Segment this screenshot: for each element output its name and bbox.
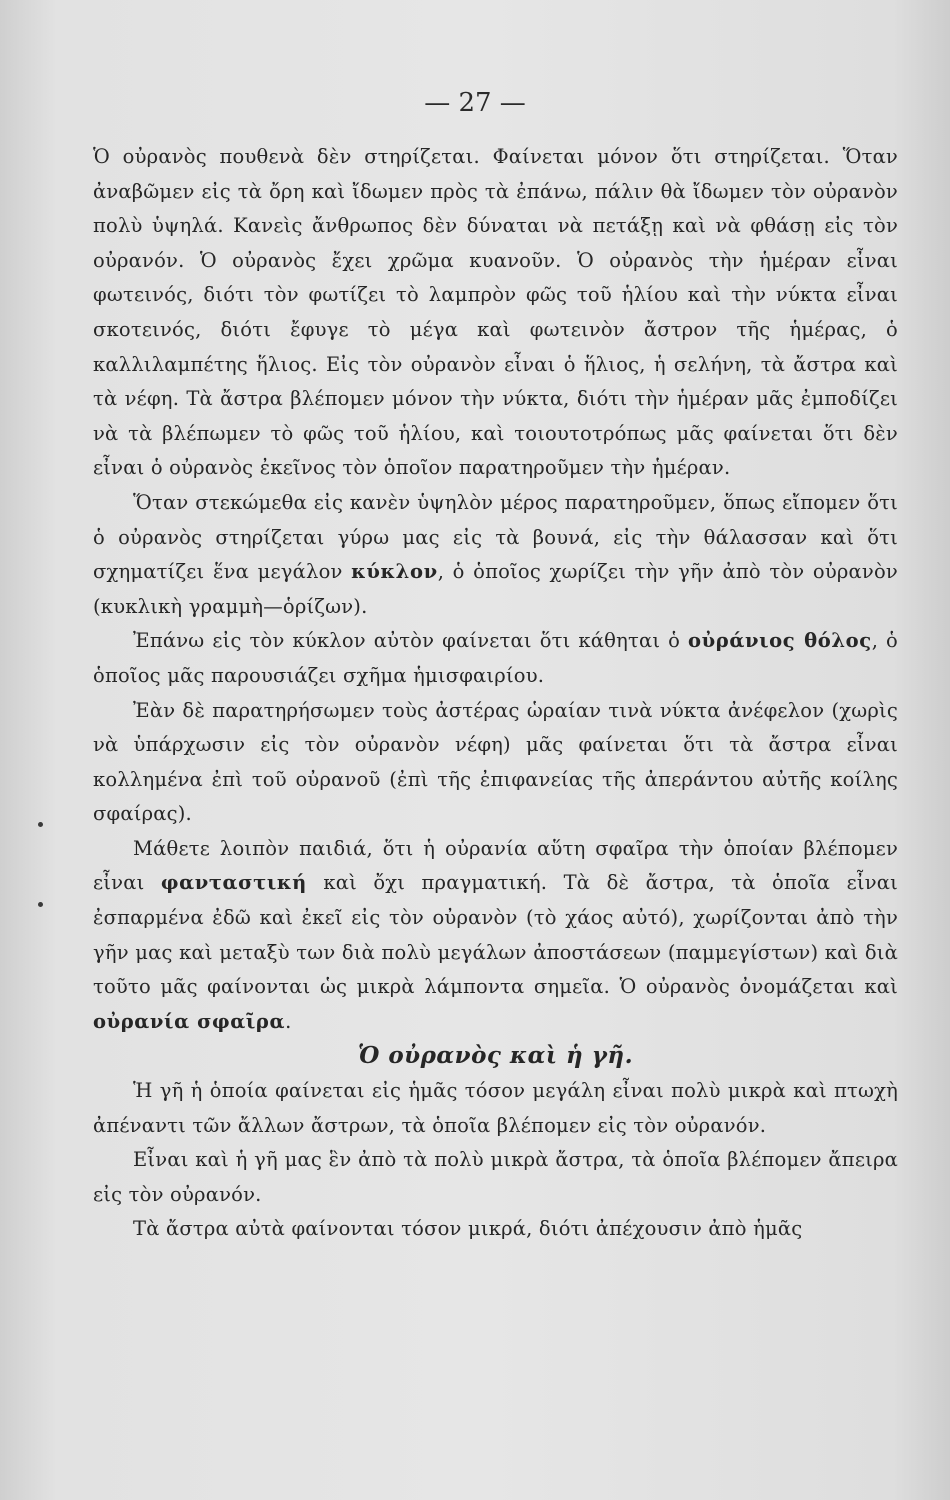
page-number: — 27 — — [424, 88, 526, 118]
paragraph-sky: Ὁ οὐρανὸς πουθενὰ δὲν στηρίζεται. Φαίνεται μόνον ὅτι στηρίζεται. Ὅταν ἀναβῶμεν εἰς τὰ ὄρη καὶ ἴδωμεν πρὸς τὰ ἐπάνω, πάλιν θὰ ἴδωμεν τὸν οὐρανὸν πολὺ ὑψηλά. Κανεὶς ἄνθρωπος δὲν δύναται νὰ πετάξῃ καὶ νὰ φθάσῃ εἰς τὸν οὐρανόν. Ὁ οὐρανὸς ἔχει χρῶμα κυανοῦν. Ὁ οὐρανὸς τὴν ἡμέραν εἶναι φωτεινός, διότι τὸν φωτίζει τὸ λαμπρὸν φῶς τοῦ ἡλίου καὶ τὴν νύκτα εἶναι σκοτεινός, διότι ἔφυγε τὸ μέγα καὶ φωτεινὸν ἄστρον τῆς ἡμέρας, ὁ καλλιλαμπέτης ἥλιος. Εἰς τὸν οὐρανὸν εἶναι ὁ ἥλιος, ἡ σελήνη, τὰ ἄστρα καὶ τὰ νέφη. Τὰ ἄστρα βλέπομεν μόνον τὴν νύκτα, διότι τὴν ἡμέραν μᾶς ἐμποδίζει νὰ τὰ βλέπωμεν τὸ φῶς τοῦ ἡλίου, καὶ τοιουτοτρόπως μᾶς φαίνεται ὅτι δὲν εἶναι ὁ οὐρανὸς ἐκεῖνος τὸν ὁποῖον παρατηροῦμεν τὴν ἡμέραν. — [93, 145, 898, 480]
bold-term-imaginary: φανταστική — [160, 871, 307, 895]
bold-term-sphere: οὐρανία σφαῖρα — [93, 1009, 286, 1033]
paragraph-vault — [93, 624, 898, 693]
paragraph-earth-star: Εἶναι καὶ ἡ γῆ μας ἓν ἀπὸ τὰ πολὺ μικρὰ ἄστρα, τὰ ὁποῖα βλέπομεν ἄπειρα εἰς τὸν οὐρανόν. — [93, 1148, 898, 1206]
text-run: Ὅταν στεκώμεθα εἰς κανὲν ὑψηλὸν μέρος παρατηροῦμεν, ὅπως εἴπομεν ὅτι ὁ οὐρανὸς στηρίζεται γύρω μας εἰς τὰ βουνά, εἰς τὴν θάλασσαν καὶ ὅτι σχηματίζει ἕνα μεγάλον — [93, 490, 898, 584]
paragraph-earth: Ἡ γῆ ἡ ὁποία φαίνεται εἰς ἡμᾶς τόσον μεγάλη εἶναι πολὺ μικρὰ καὶ πτωχὴ ἀπέναντι τῶν ἄλλων ἄστρων, τὰ ὁποῖα βλέπομεν εἰς τὸν οὐρανόν. — [93, 1079, 898, 1137]
text-run: . — [285, 1009, 292, 1033]
paragraph-sphere — [93, 832, 898, 1040]
bold-term-vault: οὐράνιος θόλος — [688, 629, 872, 653]
paragraph-distance: Τὰ ἄστρα αὐτὰ φαίνονται τόσον μικρά, διότι ἀπέχουσιν ἀπὸ ἡμᾶς — [133, 1217, 803, 1241]
text-run: Ἐπάνω εἰς τὸν κύκλον αὐτὸν φαίνεται ὅτι κάθηται ὁ — [133, 629, 681, 653]
paragraph-stars: Ἐὰν δὲ παρατηρήσωμεν τοὺς ἀστέρας ὡραίαν τινὰ νύκτα ἀνέφελον (χωρὶς νὰ ὑπάρχωσιν εἰς τὸν οὐρανὸν νέφη) μᾶς φαίνεται ὅτι τὰ ἄστρα εἶναι κολλημένα ἐπὶ τοῦ οὐρανοῦ (ἐπὶ τῆς ἐπιφανείας τῆς ἀπεράντου αὐτῆς κοίλης σφαίρας). — [93, 698, 898, 826]
text-run: , ὁ ὁποῖος χωρίζει τὴν γῆν ἀπὸ τὸν οὐρανὸν (κυκλικὴ γραμμὴ—ὁρίζων). — [93, 560, 898, 618]
bold-term-circle: κύκλον — [351, 560, 438, 584]
text-run: Μάθετε λοιπὸν παιδιά, ὅτι ἡ οὐρανία αὕτη σφαῖρα τὴν ὁποίαν βλέπομεν εἶναι — [93, 836, 898, 895]
section-heading: Ὁ οὐρανὸς καὶ ἡ γῆ. — [357, 1042, 634, 1070]
text-run: καὶ ὄχι πραγματική. Τὰ δὲ ἄστρα, τὰ ὁποῖα εἶναι ἐσπαρμένα ἐδῶ καὶ ἐκεῖ εἰς τὸν οὐρανὸν (τὸ χάος αὐτό), χωρίζονται ἀπὸ τὴν γῆν μας καὶ μεταξὺ των διὰ πολὺ μεγάλων ἀποστάσεων (παμμεγίστων) καὶ διὰ τοῦτο μᾶς φαίνονται ὡς μικρὰ λάμποντα σημεῖα. Ὁ οὐρανὸς ὀνομάζεται καὶ — [93, 871, 898, 999]
text-run: , ὁ ὁποῖος μᾶς παρουσιάζει σχῆμα ἡμισφαιρίου. — [93, 629, 898, 687]
margin-mark — [38, 822, 43, 827]
paragraph-horizon — [93, 486, 898, 624]
margin-mark — [38, 902, 43, 907]
body-text — [93, 140, 898, 1247]
